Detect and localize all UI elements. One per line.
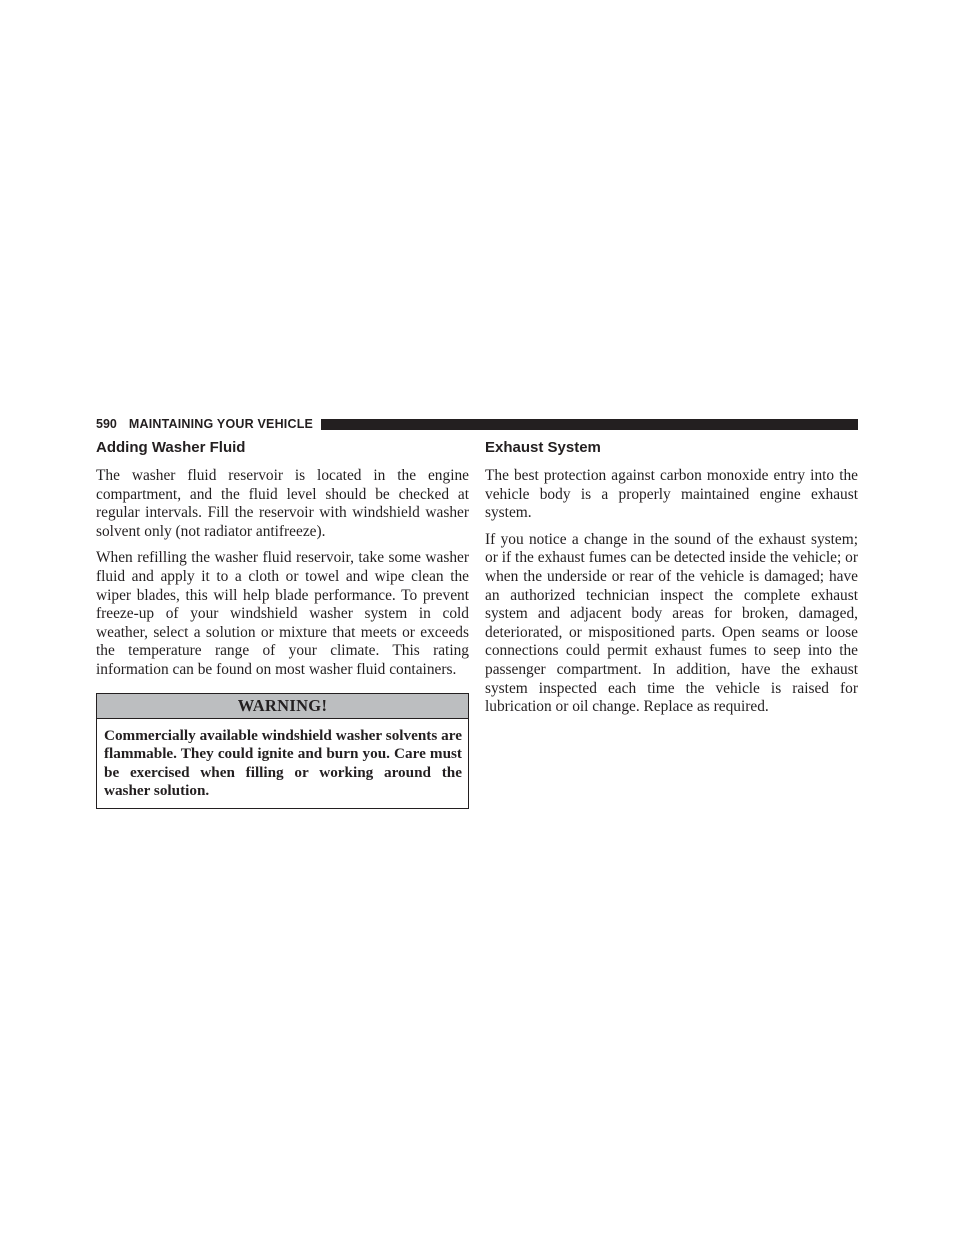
exhaust-paragraph-1: The best protection against carbon monoxide entry into the vehicle body is a properly maintained engine exhaust system. xyxy=(485,467,858,522)
washer-fluid-paragraph-1: The washer fluid reservoir is located in the engine compartment, and the fluid level should be checked at regular intervals. Fill the reservoir with windshield washer solvent only (not radiator antifreeze). xyxy=(96,467,469,540)
exhaust-system-heading: Exhaust System xyxy=(485,439,601,456)
right-column xyxy=(485,438,858,725)
warning-box xyxy=(96,693,469,809)
washer-fluid-paragraph-2: When refilling the washer fluid reservoir, take some washer fluid and apply it to a cloth or towel and wipe clean the wiper blades, this will help blade performance. To prevent freeze-up of your windshield washer system in cold weather, select a solution or mixture that meets or exceeds the temperature range of your climate. This rating information can be found on most washer fluid containers. xyxy=(96,549,469,678)
section-title: MAINTAINING YOUR VEHICLE xyxy=(128,417,314,431)
page-header xyxy=(96,416,858,432)
warning-text: Commercially available windshield washer solvents are flammable. They could ignite and burn you. Care must be exercised when filling or working around the washer solution. xyxy=(104,726,462,800)
exhaust-paragraph-2: If you notice a change in the sound of the exhaust system; or if the exhaust fumes can be detected inside the vehicle; or when the underside or rear of the vehicle is damaged; have an authorized technician inspect the complete exhaust system and adjacent body areas for broken, damaged, deteriorated, or mispositioned parts. Open seams or loose connections could permit exhaust fumes to seep into the passenger compartment. In addition, have the exhaust system inspected each time the vehicle is raised for lubrication or oil change. Replace as required. xyxy=(485,530,858,716)
header-rule xyxy=(321,419,858,430)
page-number: 590 xyxy=(96,417,117,431)
warning-title: WARNING! xyxy=(97,694,468,719)
washer-fluid-heading: Adding Washer Fluid xyxy=(96,439,246,456)
left-column xyxy=(96,438,469,809)
